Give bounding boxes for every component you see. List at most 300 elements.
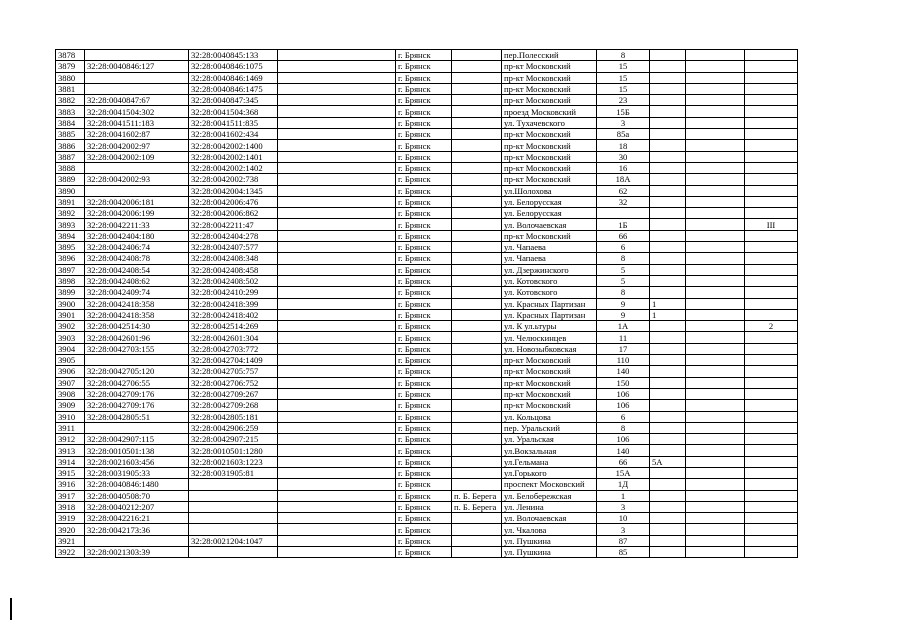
city-cell: г. Брянск xyxy=(396,400,452,411)
street-cell: пр-кт Московский xyxy=(502,83,597,94)
land-cadastral-number-cell: 32:28:0042907:115 xyxy=(85,434,189,445)
row-number-cell: 3905 xyxy=(56,355,85,366)
street-cell: ул. Волочаевская xyxy=(502,513,597,524)
row-number-cell: 3918 xyxy=(56,501,85,512)
house-number-cell xyxy=(597,208,650,219)
extra-cell xyxy=(686,309,745,320)
building-cadastral-number-cell xyxy=(189,547,278,558)
blank-cell xyxy=(278,332,396,343)
table-row xyxy=(56,95,798,106)
blank-cell xyxy=(278,129,396,140)
extra-cell xyxy=(686,355,745,366)
street-cell: ул. Котовского xyxy=(502,275,597,286)
land-cadastral-number-cell: 32:28:0042418:358 xyxy=(85,309,189,320)
blank-cell xyxy=(278,422,396,433)
settlement-cell xyxy=(452,275,502,286)
note-cell xyxy=(745,50,798,61)
blank-cell xyxy=(278,547,396,558)
city-cell: г. Брянск xyxy=(396,524,452,535)
building-cadastral-number-cell: 32:28:0042705:757 xyxy=(189,366,278,377)
row-number-cell: 3897 xyxy=(56,264,85,275)
house-number-cell: 1А xyxy=(597,321,650,332)
land-cadastral-number-cell: 32:28:0040508:70 xyxy=(85,490,189,501)
street-cell: ул. Волочаевская xyxy=(502,219,597,230)
table-row xyxy=(56,467,798,478)
extra-cell xyxy=(686,547,745,558)
land-cadastral-number-cell: 32:28:0042709:176 xyxy=(85,400,189,411)
row-number-cell: 3907 xyxy=(56,377,85,388)
building-cadastral-number-cell: 32:28:0041504:368 xyxy=(189,106,278,117)
city-cell: г. Брянск xyxy=(396,547,452,558)
city-cell: г. Брянск xyxy=(396,185,452,196)
extra-cell xyxy=(686,434,745,445)
building-cell xyxy=(650,140,686,151)
settlement-cell xyxy=(452,298,502,309)
note-cell xyxy=(745,298,798,309)
settlement-cell xyxy=(452,264,502,275)
extra-cell xyxy=(686,196,745,207)
street-cell: пр-кт Московский xyxy=(502,140,597,151)
city-cell: г. Брянск xyxy=(396,501,452,512)
street-cell: ул. Белорусская xyxy=(502,196,597,207)
street-cell: ул. Челюскинцев xyxy=(502,332,597,343)
building-cell xyxy=(650,547,686,558)
land-cadastral-number-cell: 32:28:0041504:302 xyxy=(85,106,189,117)
building-cell xyxy=(650,366,686,377)
table-row xyxy=(56,106,798,117)
row-number-cell: 3894 xyxy=(56,230,85,241)
city-cell: г. Брянск xyxy=(396,445,452,456)
settlement-cell xyxy=(452,366,502,377)
land-cadastral-number-cell: 32:28:0042408:54 xyxy=(85,264,189,275)
settlement-cell xyxy=(452,547,502,558)
city-cell: г. Брянск xyxy=(396,106,452,117)
street-cell: ул.Шолохова xyxy=(502,185,597,196)
row-number-cell: 3916 xyxy=(56,479,85,490)
note-cell xyxy=(745,106,798,117)
settlement-cell xyxy=(452,242,502,253)
table-row xyxy=(56,208,798,219)
street-cell: пр-кт Московский xyxy=(502,366,597,377)
blank-cell xyxy=(278,456,396,467)
building-cadastral-number-cell: 32:28:0042407:577 xyxy=(189,242,278,253)
table-row xyxy=(56,366,798,377)
city-cell: г. Брянск xyxy=(396,242,452,253)
margin-mark xyxy=(10,598,12,620)
land-cadastral-number-cell xyxy=(85,422,189,433)
settlement-cell xyxy=(452,208,502,219)
building-cadastral-number-cell: 32:28:0042002:1400 xyxy=(189,140,278,151)
settlement-cell xyxy=(452,321,502,332)
extra-cell xyxy=(686,501,745,512)
table-row xyxy=(56,524,798,535)
street-cell: пр-кт Московский xyxy=(502,355,597,366)
row-number-cell: 3904 xyxy=(56,343,85,354)
settlement-cell xyxy=(452,61,502,72)
note-cell xyxy=(745,185,798,196)
house-number-cell: 3 xyxy=(597,524,650,535)
city-cell: г. Брянск xyxy=(396,479,452,490)
table-row xyxy=(56,501,798,512)
street-cell: пр-кт Московский xyxy=(502,377,597,388)
table-row xyxy=(56,298,798,309)
note-cell xyxy=(745,162,798,173)
blank-cell xyxy=(278,366,396,377)
street-cell: ул. Дзержинского xyxy=(502,264,597,275)
note-cell xyxy=(745,117,798,128)
settlement-cell xyxy=(452,50,502,61)
land-cadastral-number-cell: 32:28:0042418:358 xyxy=(85,298,189,309)
blank-cell xyxy=(278,106,396,117)
extra-cell xyxy=(686,185,745,196)
table-row xyxy=(56,547,798,558)
settlement-cell xyxy=(452,434,502,445)
house-number-cell: 15А xyxy=(597,467,650,478)
city-cell: г. Брянск xyxy=(396,162,452,173)
blank-cell xyxy=(278,208,396,219)
note-cell xyxy=(745,400,798,411)
land-cadastral-number-cell xyxy=(85,50,189,61)
building-cell xyxy=(650,117,686,128)
table-row xyxy=(56,434,798,445)
house-number-cell: 30 xyxy=(597,151,650,162)
land-cadastral-number-cell: 32:28:0040212:207 xyxy=(85,501,189,512)
street-cell: ул. К ул.ьтуры xyxy=(502,321,597,332)
building-cell xyxy=(650,321,686,332)
city-cell: г. Брянск xyxy=(396,275,452,286)
extra-cell xyxy=(686,140,745,151)
city-cell: г. Брянск xyxy=(396,83,452,94)
settlement-cell: п. Б. Берега xyxy=(452,490,502,501)
extra-cell xyxy=(686,343,745,354)
settlement-cell xyxy=(452,196,502,207)
city-cell: г. Брянск xyxy=(396,61,452,72)
building-cell xyxy=(650,513,686,524)
row-number-cell: 3898 xyxy=(56,275,85,286)
note-cell xyxy=(745,230,798,241)
row-number-cell: 3900 xyxy=(56,298,85,309)
building-cadastral-number-cell: 32:28:0040845:133 xyxy=(189,50,278,61)
row-number-cell: 3899 xyxy=(56,287,85,298)
registry-table xyxy=(55,49,798,558)
settlement-cell xyxy=(452,95,502,106)
note-cell xyxy=(745,151,798,162)
row-number-cell: 3892 xyxy=(56,208,85,219)
house-number-cell: 6 xyxy=(597,411,650,422)
land-cadastral-number-cell: 32:28:0021603:456 xyxy=(85,456,189,467)
note-cell xyxy=(745,208,798,219)
city-cell: г. Брянск xyxy=(396,140,452,151)
street-cell: ул. Ленина xyxy=(502,501,597,512)
note-cell xyxy=(745,287,798,298)
settlement-cell xyxy=(452,219,502,230)
table-row xyxy=(56,253,798,264)
street-cell: пр-кт Московский xyxy=(502,230,597,241)
land-cadastral-number-cell xyxy=(85,535,189,546)
building-cell: 1 xyxy=(650,309,686,320)
extra-cell xyxy=(686,162,745,173)
house-number-cell: 87 xyxy=(597,535,650,546)
table-row xyxy=(56,185,798,196)
city-cell: г. Брянск xyxy=(396,174,452,185)
row-number-cell: 3909 xyxy=(56,400,85,411)
blank-cell xyxy=(278,445,396,456)
row-number-cell: 3920 xyxy=(56,524,85,535)
table-row xyxy=(56,196,798,207)
building-cell xyxy=(650,174,686,185)
note-cell xyxy=(745,501,798,512)
house-number-cell: 8 xyxy=(597,253,650,264)
table-row xyxy=(56,355,798,366)
settlement-cell xyxy=(452,400,502,411)
extra-cell xyxy=(686,275,745,286)
land-cadastral-number-cell: 32:28:0042002:97 xyxy=(85,140,189,151)
house-number-cell: 66 xyxy=(597,456,650,467)
building-cell xyxy=(650,467,686,478)
extra-cell xyxy=(686,513,745,524)
note-cell xyxy=(745,411,798,422)
house-number-cell: 106 xyxy=(597,388,650,399)
note-cell xyxy=(745,253,798,264)
extra-cell xyxy=(686,117,745,128)
building-cell xyxy=(650,106,686,117)
land-cadastral-number-cell: 32:28:0041602:87 xyxy=(85,129,189,140)
house-number-cell: 11 xyxy=(597,332,650,343)
note-cell xyxy=(745,490,798,501)
row-number-cell: 3888 xyxy=(56,162,85,173)
note-cell xyxy=(745,445,798,456)
row-number-cell: 3878 xyxy=(56,50,85,61)
table-row xyxy=(56,230,798,241)
house-number-cell: 106 xyxy=(597,434,650,445)
city-cell: г. Брянск xyxy=(396,298,452,309)
house-number-cell: 140 xyxy=(597,445,650,456)
note-cell xyxy=(745,83,798,94)
land-cadastral-number-cell xyxy=(85,355,189,366)
land-cadastral-number-cell: 32:28:0042006:199 xyxy=(85,208,189,219)
note-cell xyxy=(745,456,798,467)
extra-cell xyxy=(686,490,745,501)
building-cadastral-number-cell: 32:28:0042601:304 xyxy=(189,332,278,343)
table-row xyxy=(56,445,798,456)
house-number-cell: 62 xyxy=(597,185,650,196)
house-number-cell: 18 xyxy=(597,140,650,151)
blank-cell xyxy=(278,411,396,422)
building-cadastral-number-cell: 32:28:0042002:1402 xyxy=(189,162,278,173)
blank-cell xyxy=(278,162,396,173)
street-cell: пер. Уральский xyxy=(502,422,597,433)
blank-cell xyxy=(278,309,396,320)
blank-cell xyxy=(278,151,396,162)
note-cell xyxy=(745,377,798,388)
building-cadastral-number-cell: 32:28:0042706:752 xyxy=(189,377,278,388)
note-cell xyxy=(745,61,798,72)
land-cadastral-number-cell: 32:28:0010501:138 xyxy=(85,445,189,456)
street-cell: пр-кт Московский xyxy=(502,95,597,106)
land-cadastral-number-cell xyxy=(85,185,189,196)
blank-cell xyxy=(278,140,396,151)
land-cadastral-number-cell: 32:28:0042805:51 xyxy=(85,411,189,422)
blank-cell xyxy=(278,275,396,286)
building-cadastral-number-cell: 32:28:0031905:81 xyxy=(189,467,278,478)
street-cell: ул. Пушкина xyxy=(502,547,597,558)
city-cell: г. Брянск xyxy=(396,422,452,433)
row-number-cell: 3887 xyxy=(56,151,85,162)
building-cell xyxy=(650,434,686,445)
building-cadastral-number-cell xyxy=(189,513,278,524)
settlement-cell xyxy=(452,83,502,94)
house-number-cell: 110 xyxy=(597,355,650,366)
blank-cell xyxy=(278,535,396,546)
land-cadastral-number-cell: 32:28:0042709:176 xyxy=(85,388,189,399)
table-row xyxy=(56,174,798,185)
settlement-cell xyxy=(452,287,502,298)
blank-cell xyxy=(278,242,396,253)
blank-cell xyxy=(278,467,396,478)
street-cell: ул. Белорусская xyxy=(502,208,597,219)
extra-cell xyxy=(686,366,745,377)
row-number-cell: 3885 xyxy=(56,129,85,140)
extra-cell xyxy=(686,535,745,546)
table-row xyxy=(56,50,798,61)
extra-cell xyxy=(686,50,745,61)
building-cadastral-number-cell: 32:28:0010501:1280 xyxy=(189,445,278,456)
city-cell: г. Брянск xyxy=(396,355,452,366)
table-row xyxy=(56,129,798,140)
land-cadastral-number-cell: 32:28:0042406:74 xyxy=(85,242,189,253)
street-cell: ул. Чапаева xyxy=(502,253,597,264)
land-cadastral-number-cell: 32:28:0040846:127 xyxy=(85,61,189,72)
settlement-cell xyxy=(452,388,502,399)
settlement-cell xyxy=(452,106,502,117)
blank-cell xyxy=(278,264,396,275)
building-cell xyxy=(650,242,686,253)
row-number-cell: 3893 xyxy=(56,219,85,230)
land-cadastral-number-cell: 32:28:0042216:21 xyxy=(85,513,189,524)
extra-cell xyxy=(686,230,745,241)
table-row xyxy=(56,117,798,128)
table-row xyxy=(56,535,798,546)
city-cell: г. Брянск xyxy=(396,50,452,61)
building-cadastral-number-cell: 32:28:0021603:1223 xyxy=(189,456,278,467)
table-row xyxy=(56,422,798,433)
blank-cell xyxy=(278,253,396,264)
house-number-cell: 3 xyxy=(597,117,650,128)
land-cadastral-number-cell: 32:28:0042601:96 xyxy=(85,332,189,343)
land-cadastral-number-cell: 32:28:0042514:30 xyxy=(85,321,189,332)
building-cell xyxy=(650,264,686,275)
city-cell: г. Брянск xyxy=(396,467,452,478)
building-cell xyxy=(650,411,686,422)
land-cadastral-number-cell: 32:28:0042006:181 xyxy=(85,196,189,207)
extra-cell xyxy=(686,287,745,298)
blank-cell xyxy=(278,490,396,501)
note-cell xyxy=(745,547,798,558)
blank-cell xyxy=(278,230,396,241)
land-cadastral-number-cell: 32:28:0040846:1480 xyxy=(85,479,189,490)
house-number-cell: 1 xyxy=(597,490,650,501)
building-cadastral-number-cell: 32:28:0042004:1345 xyxy=(189,185,278,196)
city-cell: г. Брянск xyxy=(396,253,452,264)
extra-cell xyxy=(686,95,745,106)
row-number-cell: 3890 xyxy=(56,185,85,196)
building-cadastral-number-cell: 32:28:0042805:181 xyxy=(189,411,278,422)
note-cell: 2 xyxy=(745,321,798,332)
note-cell xyxy=(745,95,798,106)
land-cadastral-number-cell: 32:28:0042705:120 xyxy=(85,366,189,377)
building-cadastral-number-cell: 32:28:0042006:476 xyxy=(189,196,278,207)
building-cell xyxy=(650,208,686,219)
building-cadastral-number-cell: 32:28:0040847:345 xyxy=(189,95,278,106)
row-number-cell: 3883 xyxy=(56,106,85,117)
blank-cell xyxy=(278,117,396,128)
row-number-cell: 3912 xyxy=(56,434,85,445)
land-cadastral-number-cell: 32:28:0042703:155 xyxy=(85,343,189,354)
city-cell: г. Брянск xyxy=(396,264,452,275)
city-cell: г. Брянск xyxy=(396,377,452,388)
building-cadastral-number-cell xyxy=(189,490,278,501)
building-cadastral-number-cell: 32:28:0041602:434 xyxy=(189,129,278,140)
land-cadastral-number-cell xyxy=(85,83,189,94)
city-cell: г. Брянск xyxy=(396,513,452,524)
settlement-cell xyxy=(452,422,502,433)
house-number-cell: 8 xyxy=(597,422,650,433)
land-cadastral-number-cell: 32:28:0021303:39 xyxy=(85,547,189,558)
building-cell xyxy=(650,129,686,140)
building-cadastral-number-cell: 32:28:0042404:278 xyxy=(189,230,278,241)
blank-cell xyxy=(278,343,396,354)
note-cell xyxy=(745,196,798,207)
row-number-cell: 3889 xyxy=(56,174,85,185)
settlement-cell xyxy=(452,151,502,162)
street-cell: ул. Красных Партизан xyxy=(502,298,597,309)
house-number-cell: 15 xyxy=(597,61,650,72)
table-row xyxy=(56,83,798,94)
settlement-cell xyxy=(452,513,502,524)
city-cell: г. Брянск xyxy=(396,309,452,320)
settlement-cell xyxy=(452,72,502,83)
extra-cell xyxy=(686,411,745,422)
row-number-cell: 3913 xyxy=(56,445,85,456)
table-row xyxy=(56,264,798,275)
extra-cell xyxy=(686,264,745,275)
settlement-cell xyxy=(452,174,502,185)
land-cadastral-number-cell: 32:28:0031905:33 xyxy=(85,467,189,478)
building-cell: 5А xyxy=(650,456,686,467)
table-row xyxy=(56,377,798,388)
building-cell xyxy=(650,162,686,173)
settlement-cell xyxy=(452,162,502,173)
street-cell: ул. Красных Партизан xyxy=(502,309,597,320)
house-number-cell: 3 xyxy=(597,501,650,512)
note-cell xyxy=(745,513,798,524)
street-cell: пр-кт Московский xyxy=(502,151,597,162)
house-number-cell: 85 xyxy=(597,547,650,558)
street-cell: пер.Полесский xyxy=(502,50,597,61)
city-cell: г. Брянск xyxy=(396,456,452,467)
house-number-cell: 106 xyxy=(597,400,650,411)
street-cell: ул. Котовского xyxy=(502,287,597,298)
blank-cell xyxy=(278,287,396,298)
building-cell: 1 xyxy=(650,298,686,309)
street-cell: пр-кт Московский xyxy=(502,162,597,173)
city-cell: г. Брянск xyxy=(396,72,452,83)
street-cell: ул. Уральская xyxy=(502,434,597,445)
street-cell: проезд Московский xyxy=(502,106,597,117)
house-number-cell: 9 xyxy=(597,298,650,309)
settlement-cell xyxy=(452,253,502,264)
blank-cell xyxy=(278,479,396,490)
